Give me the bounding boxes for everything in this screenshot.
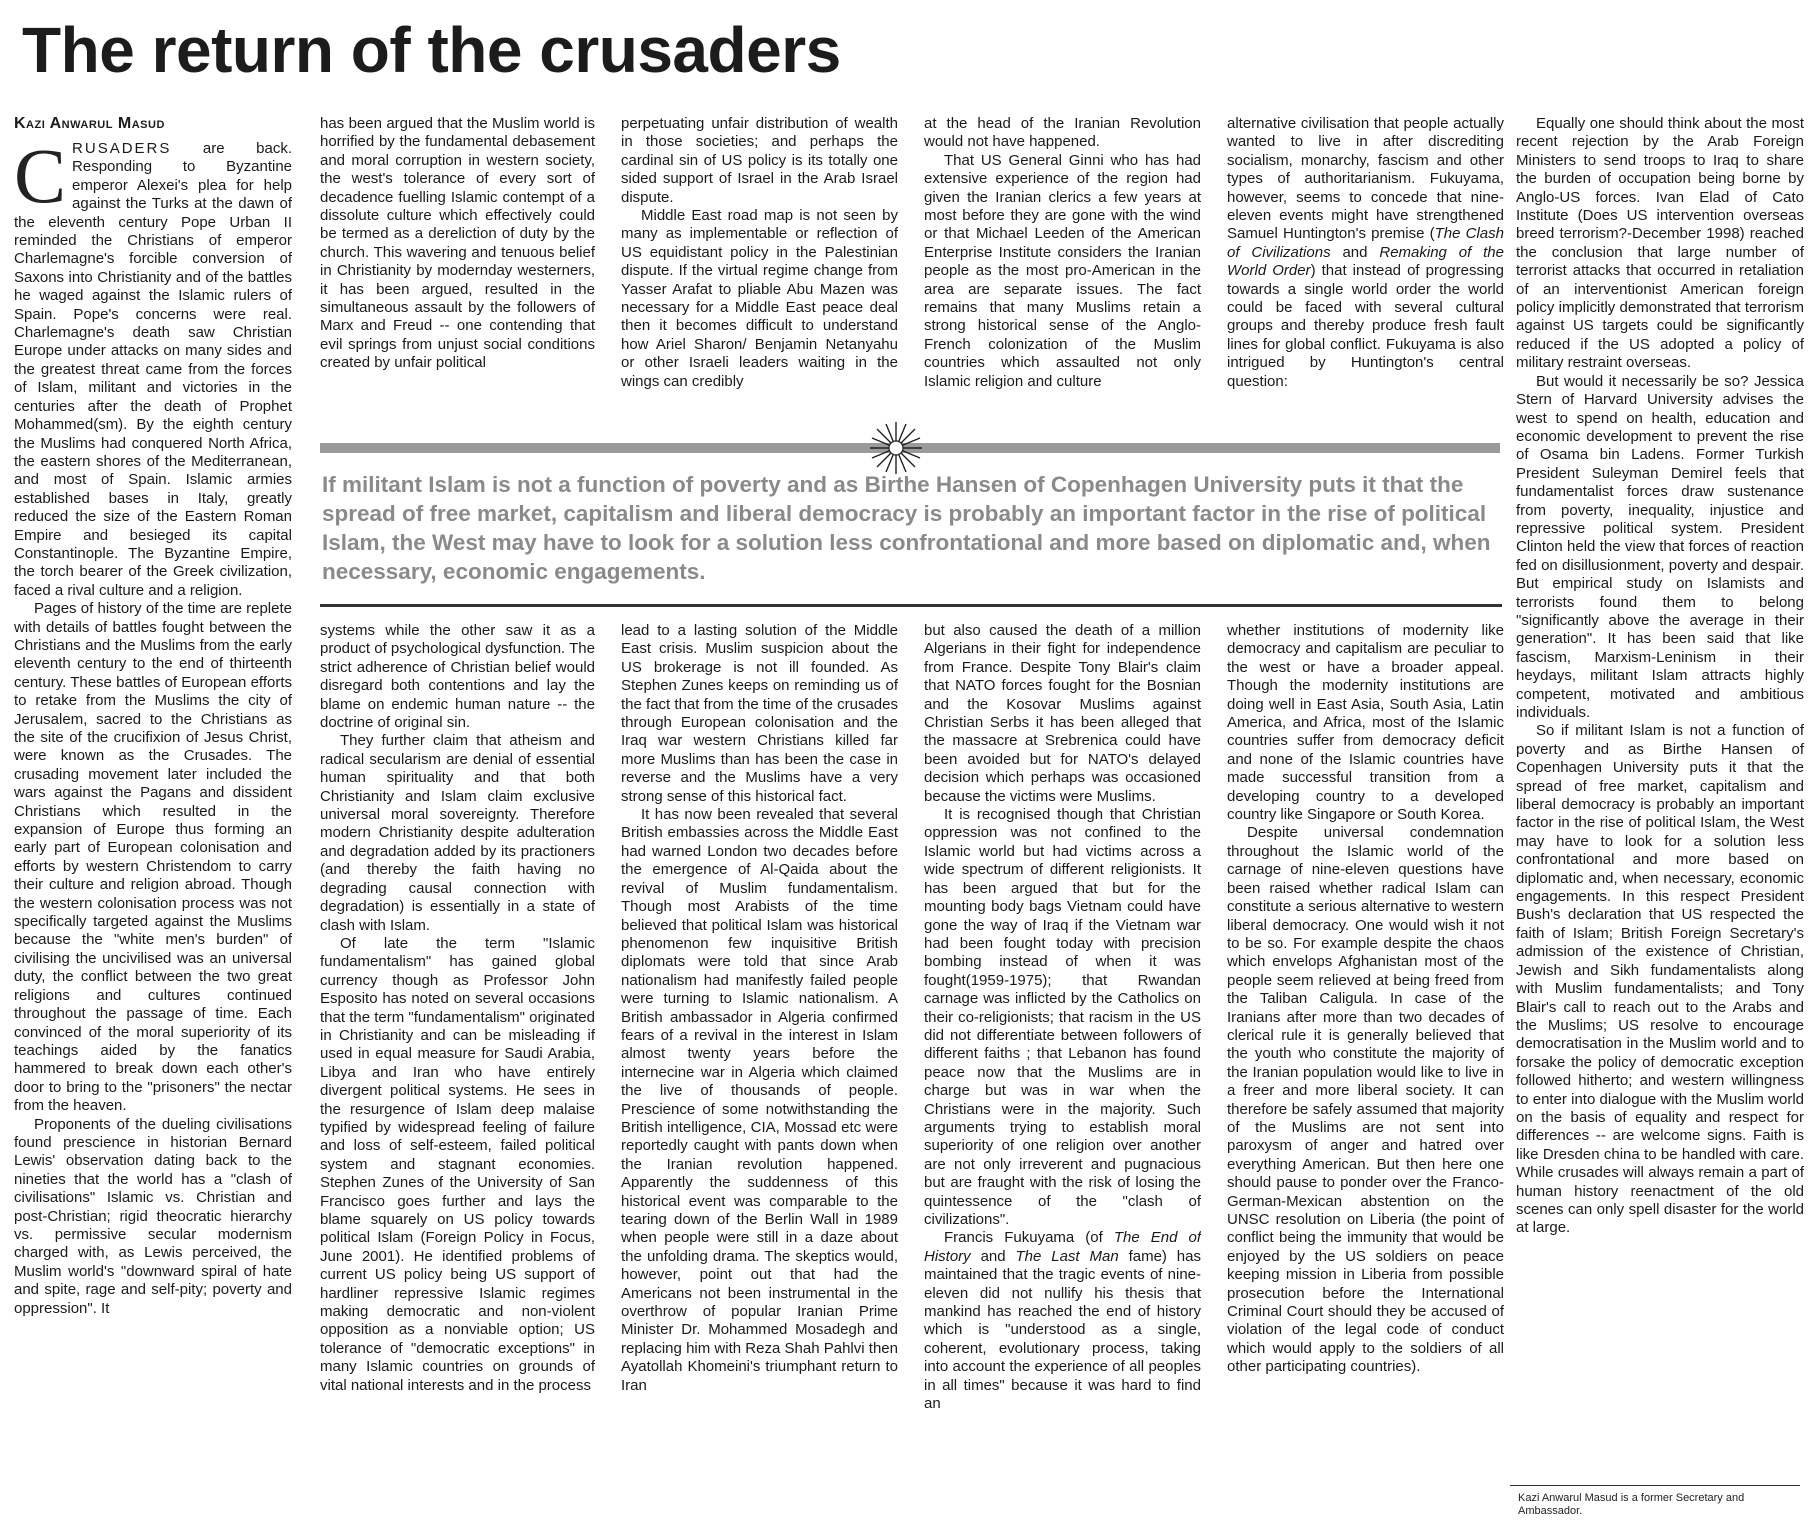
- book-title: Remaking of the World Order: [1227, 243, 1504, 280]
- paragraph: Pages of history of the time are replete with details of battles fought between the Christians and the Muslims from the early eleventh century to the end of thirteenth century. These battles of European efforts to retake from the Muslims the city of Jerusalem, sacred to the Christians as the site of the crucifixion of Jesus Christ, were known as the Crusades. The crusading movement later included the wars against the Pagans and dissident Christians which resulted in the expansion of Europe thus forming an early part of European colonisation and efforts by western Christendom to carry their culture and religion abroad. Though the western colonisation process was not specifically targeted against the Muslims because the "white men's burden" of civilising the uncivilised was an universal duty, the conflict between the two great religions and cultures continued throughout the passage of time. Each convinced of the moral superiority of its teachings aided by the fanatics hammered to break down each other's door to bring to the "prisoners" the nectar from the heaven.: [14, 600, 292, 1115]
- column-4-bottom: [924, 622, 1201, 1527]
- text: and: [1330, 243, 1380, 261]
- paragraph: [1227, 115, 1504, 391]
- column-5-top: [1227, 115, 1504, 420]
- paragraph-text: are back. Responding to Byzantine emperor Alexei's plea for help against the Turks at the dawn of the eleventh century Pope Urban II reminded the Christians of emperor Charlemagne's forcible conversion of Saxons into Christianity and of the battles he waged against the Islamic rulers of Spain. Pope's concerns were real. Charlemagne's death saw Christian Europe under attacks on many sides and the greatest threat came from the forces of Islam, militant and victories in the centuries after the death of Prophet Mohammed(sm). By the eighth century the Muslims had conquered North Africa, the eastern shores of the Mediterranean, and most of Spain. Islamic armies established bases in Italy, greatly reduced the size of the Eastern Roman Empire and besieged its capital Constantinople. The Byzantine Empire, the torch bearer of the Greek civilization, faced a rival culture and a religion.: [14, 140, 292, 599]
- book-title: The End of History: [924, 1229, 1201, 1265]
- paragraph: at the head of the Iranian Revolution would not have happened.: [924, 115, 1201, 151]
- column-2-bottom: [320, 622, 595, 1527]
- pull-quote: If militant Islam is not a function of poverty and as Birthe Hansen of Copenhagen University puts it that the spread of free market, capitalism and liberal democracy is probably an important factor in the rise of political Islam, the West may have to look for a solution less confrontational and more based on diplomatic and, when necessary, economic engagements.: [322, 472, 1491, 584]
- paragraph: perpetuating unfair distribution of wealth in those societies; and perhaps the cardinal sin of US policy is its totally one sided support of Israel in the Arab Israel dispute.: [621, 115, 898, 206]
- text: Francis Fukuyama (of: [944, 1229, 1114, 1247]
- paragraph: They further claim that atheism and radical secularism are denial of essential human spirituality and that both Christianity and Islam claim exclusive universal moral sovereignty. Therefore modern Christianity despite adulteration and degradation added by its practioners (and thereby the faith having no degrading causal connection with degradation) is essentially in a state of clash with Islam.: [320, 732, 595, 934]
- paragraph: Of late the term "Islamic fundamentalism" has gained global currency though as Professor John Esposito has noted on several occasions that the term "fundamentalism" originated in Christianity and can be misleading if used in equal measure for Saudi Arabia, Libya and Iran who have entirely divergent political systems. He sees in the resurgence of Islam deep malaise typified by widespread feeling of failure and loss of self-esteem, failed political system and stagnant economies. Stephen Zunes of the University of San Francisco goes further and lays the blame squarely on US policy towards political Islam (Foreign Policy in Focus, June 2001). He identified problems of current US policy being US support of hardliner repressive Islamic regimes making democratic and non-violent opposition as a nonviable option; US tolerance of "democratic exceptions" in many Islamic countries on grounds of vital national interests and in the process: [320, 934, 595, 1394]
- paragraph: It is recognised though that Christian oppression was not confined to the Islamic world but had victims across a wide spectrum of different religionists. It has been argued that but for the mounting body bags Vietnam could have gone the way of Iraq if the Vietnam war had been fought today with precision bombing instead of when it was fought(1959-1975); that Rwandan carnage was inflicted by the Catholics on their co-religionists; that racism in the US did not differentiate between followers of different faiths ; that Lebanon has found peace now that the Muslims are in charge but was in war when the Christians were in the majority. Such arguments trying to establish moral superiority of one religion over another are not only irreverent and pugnacious but are fraught with the risk of losing the quintessence of the "clash of civilizations".: [924, 806, 1201, 1228]
- paragraph: [924, 1229, 1201, 1413]
- text: and: [970, 1247, 1016, 1265]
- paragraph: Equally one should think about the most recent rejection by the Arab Foreign Ministers to send troops to Iraq to share the burden of occupation being borne by Anglo-US forces. Ivan Elad of Cato Institute (Does US intervention overseas breed terrorism?-December 1998) reached the conclusion that large number of terrorist attacks that occurred in retaliation of an interventionist American foreign policy implicitly demonstrated that terrorism against US targets could be significantly reduced if the US adopted a policy of military restraint overseas.: [1516, 115, 1804, 372]
- lead-caps: RUSADERS: [72, 140, 172, 157]
- text: ) that instead of progressing towards a single world order the world could be faced with several cultural groups and thereby produce fresh fault lines for global conflict. Fukuyama is also intrigued by Huntington's central question:: [1227, 262, 1504, 390]
- headline: The return of the crusaders: [22, 14, 841, 86]
- column-3-top: [621, 115, 898, 420]
- column-1: [14, 140, 292, 1530]
- column-3-bottom: [621, 622, 898, 1527]
- author-footnote: Kazi Anwarul Masud is a former Secretary and Ambassador.: [1518, 1492, 1745, 1517]
- paragraph: Proponents of the dueling civilisations found prescience in historian Bernard Lewis' observation dating back to the nineties that the world has a "clash of civilisations" Islamic vs. Christian and post-Christian; rigid theocratic hierarchy vs. permissive secular modernism charged with, as Lewis perceived, the Muslim world's "downward spiral of hate and spite, rage and self-pity; poverty and oppression". It: [14, 1115, 292, 1317]
- drop-cap: C: [14, 140, 67, 219]
- text: fame) has maintained that the tragic events of nine-eleven did not nullify his thesis that mankind has reached the end of history which is "understood as a single, coherent, evolutionary process, taking into account the experience of all peoples in all times" because it was hard to find an: [924, 1247, 1201, 1413]
- paragraph: But would it necessarily be so? Jessica Stern of Harvard University advises the west to spend on health, education and economic development to prevent the rise of Osama bin Ladens. Former Turkish President Suleyman Demirel feels that fundamentalist forces draw sustenance from poverty, inequality, injustice and repressive political system. President Clinton held the view that forces of reaction fed on disillusionment, poverty and despair. But empirical study on Islamists and terrorists found them to belong "significantly above the average in their generation". It has been said that like fascism, Marxism-Leninism in their heydays, militant Islam attracts highly competent, motivated and ambitious individuals.: [1516, 372, 1804, 721]
- paragraph: Middle East road map is not seen by many as implementable or reflection of US equidistant policy in the Palestinian dispute. If the virtual regime change from Yasser Arafat to pliable Abu Mazen was necessary for a Middle East peace deal then it becomes difficult to understand how Ariel Sharon/ Benjamin Netanyahu or other Israeli leaders waiting in the wings can credibly: [621, 207, 898, 390]
- byline: Kazi Anwarul Masud: [14, 115, 165, 132]
- column-5-bottom: [1227, 622, 1504, 1527]
- paragraph: Despite universal condemnation throughout the Islamic world of the carnage of nine-eleven questions have been raised whether radical Islam can constitute a serious alternative to western liberal democracy. One would wish it not to be so. For example despite the chaos which envelops Afghanistan most of the people seem relieved at being freed from the Taliban Caligula. In case of the Iranians after more than two decades of clerical rule it is generally believed that the youth who constitute the majority of the Iranian population would like to live in a freer and more liberal society. It can therefore be safely assumed that majority of the Muslims are not sent into paroxysm of anger and hatred over everything American. But then here one should pause to ponder over the Franco-German-Mexican abstention on the UNSC resolution on Liberia (the point of conflict being the immunity that would be enjoyed by the US soldiers on peace keeping mission in Liberia from possible prosecution before the International Criminal Court should they be accused of violation of the legal code of conduct which would apply to the soldiers of all other participating countries).: [1227, 824, 1504, 1376]
- paragraph: So if militant Islam is not a function of poverty and as Birthe Hansen of Copenhagen University puts it that the spread of free market, capitalism and liberal democracy is probably an important factor in the rise of political Islam, the West may have to look for a solution less confrontational and more based on diplomatic and, when necessary, economic engagements. In this respect President Bush's declaration that US respected the faith of Islam; British Foreign Secretary's admission of the existence of Christian, Jewish and Sikh fundamentalists along with Muslim fundamentalists; and Tony Blair's call to reach out to the Arabs and the Muslims; US resolve to encourage democratisation in the Muslim world and to forsake the policy of democratic exception followed hitherto; and western willingness to enter into dialogue with the Muslim world on the basis of equality and respect for differences -- are welcome signs. Faith is like Dresden china to be handled with care. While crusades will always remain a part of human history reenactment of the old scenes can only spell disaster for the world at large.: [1516, 722, 1804, 1237]
- paragraph: systems while the other saw it as a product of psychological dysfunction. The strict adherence of Christian belief would disregard both contentions and lay the blame on endemic human nature -- the doctrine of original sin.: [320, 622, 595, 732]
- footnote-rule: [1510, 1485, 1800, 1486]
- paragraph: lead to a lasting solution of the Middle East crisis. Muslim suspicion about the US brokerage is not ill founded. As Stephen Zunes keeps on reminding us of the fact that from the time of the crusades through European colonisation and the Iraq war western Christians killed far more Muslims than has been the case in reverse and the Muslims have a very strong sense of this historical fact.: [621, 622, 898, 805]
- paragraph: It has now been revealed that several British embassies across the Middle East had warned London two decades before the emergence of Al-Qaida about the revival of Muslim fundamentalism. Though most Arabists of the time believed that political Islam was historical phenomenon few inquisitive British diplomats were told that since Arab nationalism had manifestly failed people were turning to Islamic nationalism. A British ambassador in Algeria confirmed fears of a revival in the interest in Islam almost twenty years before the internecine war in Algeria which claimed the live of thousands of people. Prescience of some notwithstanding the British intelligence, CIA, Mossad etc were reportedly caught with pants down when the Iranian revolution happened. Apparently the suddenness of this historical event was comparable to the tearing down of the Berlin Wall in 1989 when people were still in a daze about the unfolding drama. The skeptics would, however, point out that had the Americans not been instrumental in the overthrow of popular Iranian Prime Minister Dr. Mohammed Mosadegh and replacing him with Reza Shah Pahlvi then Ayatollah Khomeini's triumphant return to Iran: [621, 806, 898, 1394]
- paragraph: [14, 140, 292, 600]
- book-title: The Clash of Civilizations: [1227, 225, 1504, 261]
- column-6: [1516, 115, 1804, 1480]
- book-title: The Last Man: [1015, 1247, 1119, 1265]
- paragraph: whether institutions of modernity like democracy and capitalism are peculiar to the west or have a broader appeal. Though the modernity institutions are doing well in East Asia, South Asia, Latin America, and Africa, most of the Islamic countries suffer from democracy deficit and none of the Islamic countries have made successful transition from a developing country to a developed country like Singapore or South Korea.: [1227, 622, 1504, 824]
- paragraph: but also caused the death of a million Algerians in their fight for independence from France. Despite Tony Blair's claim that NATO forces fought for the Bosnian and the Kosovar Muslims against Christian Serbs it has been alleged that the massacre at Srebrenica could have been avoided but for NATO's delayed decision which perhaps was occasioned because the victims were Muslims.: [924, 622, 1201, 805]
- starburst-icon: [868, 420, 924, 476]
- paragraph: That US General Ginni who has had extensive experience of the region had given the Iranian clerics a few years at most before they are gone with the wind or that Michael Leeden of the American Enterprise Institute considers the Iranian people as the most pro-American in the area are separate issues. The fact remains that many Muslims retain a strong historical sense of the Anglo-French colonization of the Muslim countries which assaulted not only Islamic religion and culture: [924, 151, 1201, 390]
- column-2-top: [320, 115, 595, 420]
- pull-quote-rule: [320, 604, 1502, 607]
- column-4-top: [924, 115, 1201, 420]
- paragraph: has been argued that the Muslim world is horrified by the fundamental debasement and moral corruption in western society, the west's tolerance of every sort of decadence fuelling Islamic contempt of a dissolute culture which effectively could be termed as a dereliction of duty by the church. This wavering and tenuous belief in Christianity by modernday westerners, it has been argued, resulted in the simultaneous assault by the followers of Marx and Freud -- one contending that evil springs from unjust social conditions created by unfair political: [320, 115, 595, 372]
- text: alternative civilisation that people actually wanted to live in after discrediting socialism, monarchy, fascism and other types of authoritarianism. Fukuyama, however, seems to concede that nine-eleven events might have strengthened Samuel Huntington's premise (: [1227, 115, 1504, 243]
